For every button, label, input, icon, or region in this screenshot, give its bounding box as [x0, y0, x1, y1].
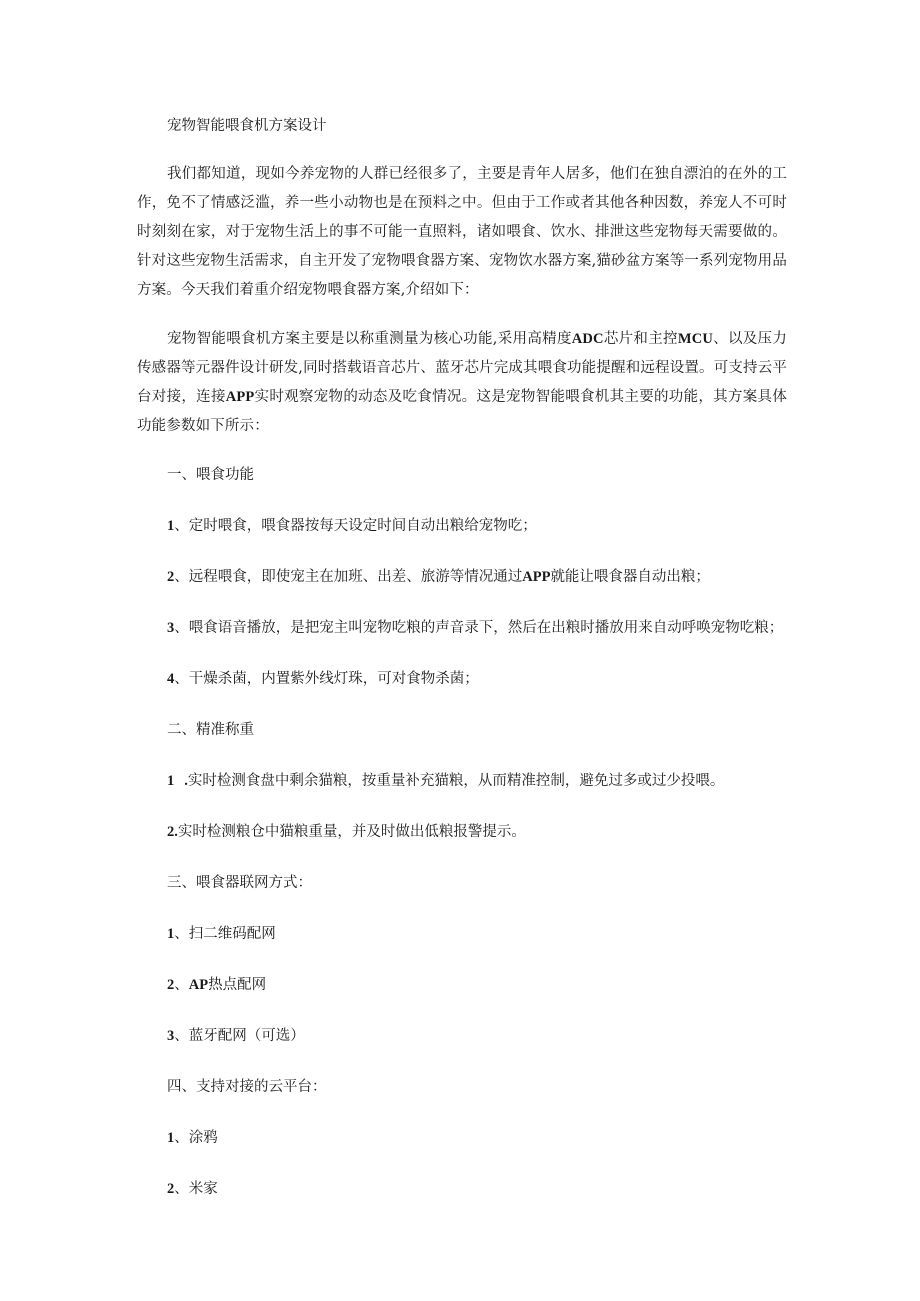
section-2-item-2 — [137, 818, 787, 847]
section-4-heading: 四、支持对接的云平台： — [167, 1079, 327, 1095]
item-number: 4 — [167, 671, 175, 687]
section-3-item-1 — [137, 920, 787, 949]
overview-text-1: 宠物智能喂食机方案主要是以称重测量为核心功能,采用高精度 — [167, 331, 572, 347]
item-text: 、蓝牙配网（可选） — [174, 1028, 305, 1044]
section-1-heading: 一、喂食功能 — [167, 467, 254, 483]
item-text: 、米家 — [174, 1181, 218, 1197]
item-text: 、扫二维码配网 — [174, 926, 276, 942]
item-bold-term: APP — [522, 569, 551, 585]
item-text: 热点配网 — [208, 977, 267, 993]
overview-text-2: 芯片和主控 — [603, 331, 678, 347]
section-3-item-2 — [137, 971, 787, 1000]
section-3-item-3 — [137, 1022, 787, 1051]
item-dot: . — [184, 773, 188, 789]
item-text: 就能让喂食器自动出粮； — [550, 569, 710, 585]
item-number: 2 — [167, 569, 175, 585]
item-number: 2. — [167, 824, 178, 840]
overview-text-3: 、以及压力传感器等元器件设计研发,同时搭载语音芯片、蓝牙芯片完成其喂食功能提醒和远程设置。可支持云平台对接，连接 — [137, 331, 788, 405]
item-text: 实时检测粮仓中猫粮重量，并及时做出低粮报警提示。 — [177, 824, 526, 840]
section-1-item-2 — [137, 563, 787, 592]
item-number: 1 — [167, 1130, 175, 1146]
intro-paragraph: 我们都知道，现如今养宠物的人群已经很多了，主要是青年人居多，他们在独自漂泊的在外的工作，免不了情感泛滥，养一些小动物也是在预料之中。但由于工作或者其他各种因数，养宠人不可时时刻刻在家，对于宠物生活上的事不可能一直照料，诸如喂食、饮水、排泄这些宠物每天需要做的。针对这些宠物生活需求，自主开发了宠物喂食器方案、宠物饮水器方案,猫砂盆方案等一系列宠物用品方案。今天我们着重介绍宠物喂食器方案,介绍如下： — [137, 166, 787, 298]
item-number: 3 — [167, 1028, 175, 1044]
item-text: 、 — [174, 977, 189, 993]
item-number: 1 — [167, 773, 175, 789]
document-body — [137, 112, 787, 1226]
section-1-item-3 — [137, 614, 787, 643]
overview-app: APP — [225, 389, 255, 405]
overview-adc: ADC — [571, 331, 604, 347]
item-text: 、涂鸦 — [174, 1130, 218, 1146]
item-text: 、干燥杀菌，内置紫外线灯珠，可对食物杀菌； — [174, 671, 479, 687]
section-3-heading: 三、喂食器联网方式： — [167, 875, 312, 891]
document-title: 宠物智能喂食机方案设计 — [167, 118, 327, 134]
item-text: 、喂食语音播放，是把宠主叫宠物吃粮的声音录下，然后在出粮时播放用来自动呼唤宠物吃粮； — [174, 620, 784, 636]
item-bold-term: AP — [188, 977, 209, 993]
overview-mcu: MCU — [677, 331, 713, 347]
section-4-item-1 — [137, 1124, 787, 1153]
overview-text-4: 实时观察宠物的动态及吃食情况。这是宠物智能喂食机其主要的功能，其方案具体功能参数如下所示： — [137, 389, 787, 434]
item-number: 2 — [167, 977, 175, 993]
item-text: 实时检测食盘中剩余猫粮，按重量补充猫粮，从而精准控制，避免过多或过少投喂。 — [187, 773, 725, 789]
section-2-item-1 — [137, 767, 787, 796]
section-4-item-2 — [137, 1175, 787, 1204]
item-text: 、定时喂食，喂食器按每天设定时间自动出粮给宠物吃； — [174, 518, 537, 534]
item-number: 3 — [167, 620, 175, 636]
overview-paragraph — [137, 325, 787, 441]
item-number: 1 — [167, 518, 175, 534]
section-2-heading: 二、精准称重 — [167, 722, 254, 738]
item-number: 2 — [167, 1181, 175, 1197]
section-1-item-4 — [137, 665, 787, 694]
item-text: 、远程喂食，即使宠主在加班、出差、旅游等情况通过 — [174, 569, 523, 585]
section-1-item-1 — [137, 512, 787, 541]
item-number: 1 — [167, 926, 175, 942]
